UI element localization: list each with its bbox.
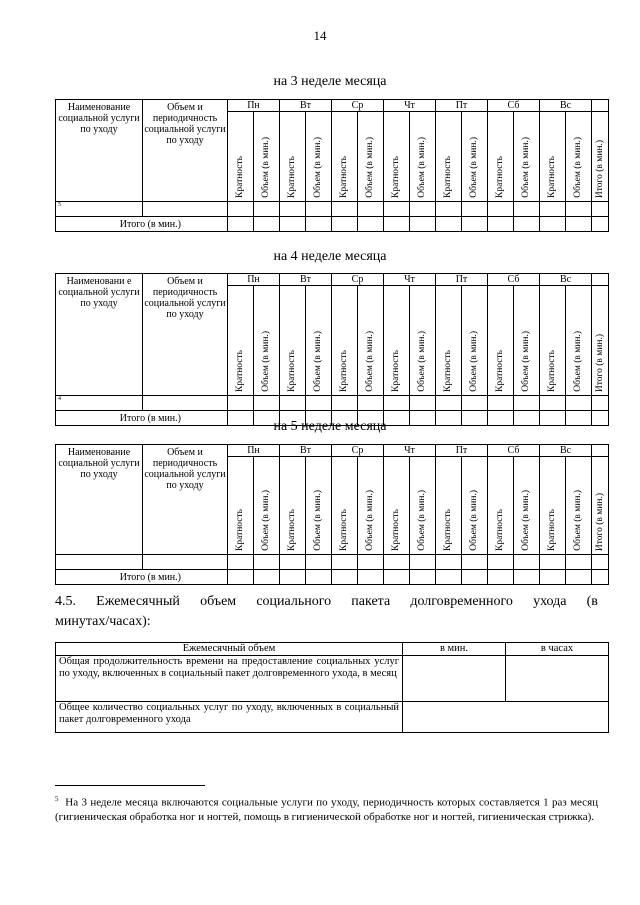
week-cell[interactable] [280,202,306,217]
week-total-cell[interactable] [592,217,609,232]
monthly-header-minutes: в мин. [403,643,506,656]
week-cell[interactable] [228,396,254,411]
day-header: Сб [488,274,540,286]
frequency-header: Кратность [332,286,358,396]
monthly-header-row [56,643,609,656]
week-cell[interactable] [384,555,410,570]
volume-min-header: Объем (в мин.) [514,457,540,555]
week-cell[interactable] [306,202,332,217]
week-cell[interactable] [462,202,488,217]
frequency-header: Кратность [488,112,514,202]
week-cell[interactable] [358,396,384,411]
day-header: Ср [332,445,384,457]
week-total-cell[interactable] [254,570,280,585]
week-cell[interactable] [540,555,566,570]
frequency-header: Кратность [540,286,566,396]
week-cell[interactable] [254,555,280,570]
day-header: Пт [436,274,488,286]
week-cell[interactable] [566,396,592,411]
monthly-row-count [56,702,609,733]
week-title: на 4 неделе месяца [273,249,387,264]
week-cell[interactable] [280,396,306,411]
section-word: социального [256,594,332,609]
week-total-cell[interactable] [436,570,462,585]
volume-min-header: Объем (в мин.) [306,457,332,555]
monthly-row-count-value[interactable] [403,702,609,733]
frequency-header: Кратность [436,457,462,555]
week-total-cell[interactable] [228,570,254,585]
total-min-header: Итого (в мин.) [592,286,609,396]
week-total-cell[interactable] [358,570,384,585]
day-header: Чт [384,100,436,112]
monthly-row-duration-hours[interactable] [506,656,609,702]
week-cell[interactable] [143,396,228,411]
day-header: Вт [280,445,332,457]
frequency-header: Кратность [540,457,566,555]
week-cell[interactable] [358,202,384,217]
week-cell[interactable] [228,202,254,217]
volume-header: Объем и периодичность социальной услуги по уходу [143,445,228,555]
week-cell[interactable] [410,555,436,570]
footnote-mark: 5 [55,795,59,803]
section-heading-line [55,592,598,612]
frequency-header: Кратность [436,286,462,396]
volume-min-header: Объем (в мин.) [462,112,488,202]
week-title: на 5 неделе месяца [273,419,387,434]
week-cell[interactable] [540,396,566,411]
volume-min-header: Объем (в мин.) [566,112,592,202]
footnote-rule [55,785,205,786]
day-header: Чт [384,274,436,286]
frequency-header: Кратность [384,112,410,202]
monthly-header-label: Ежемесячный объем [56,643,403,656]
week-cell[interactable] [566,555,592,570]
week-total-cell[interactable] [358,217,384,232]
service-name-header: Наименование социальной услуги по уходу [56,100,143,202]
volume-min-header: Объем (в мин.) [358,286,384,396]
week-cell[interactable] [462,396,488,411]
volume-min-header: Объем (в мин.) [410,112,436,202]
frequency-header: Кратность [280,112,306,202]
week-total-cell[interactable] [488,217,514,232]
day-header: Вс [540,100,592,112]
week-cell[interactable] [436,202,462,217]
week-cell[interactable] [462,555,488,570]
week-data-row [56,555,609,570]
section-word: (в [586,594,598,609]
volume-min-header: Объем (в мин.) [306,112,332,202]
day-header: Пн [228,100,280,112]
volume-min-header: Объем (в мин.) [462,457,488,555]
day-header: Чт [384,445,436,457]
footnote-ref: 4 [56,396,143,411]
section-4-5 [55,592,598,632]
total-header-top [592,274,609,286]
section-heading-line2: минутах/часах): [55,614,151,629]
monthly-volume-table [55,642,609,733]
week-total-cell[interactable] [514,217,540,232]
week-total-cell[interactable] [410,570,436,585]
week-cell[interactable] [143,202,228,217]
volume-min-header: Объем (в мин.) [358,112,384,202]
week-table [55,444,609,585]
week-cell[interactable] [488,396,514,411]
frequency-header: Кратность [332,112,358,202]
monthly-row-duration-label: Общая продолжительность времени на предоставление социальных услуг по уходу, включенных в социальный пакет долговременного ухода, в месяц [56,656,403,702]
week-total-cell[interactable] [254,217,280,232]
volume-min-header: Объем (в мин.) [410,286,436,396]
week-total-cell[interactable] [280,217,306,232]
week-total-row [56,217,609,232]
section-word: долговременного [410,594,513,609]
total-min-header: Итого (в мин.) [592,457,609,555]
day-header: Пт [436,100,488,112]
section-word: ухода [533,594,567,609]
week-cell[interactable] [254,396,280,411]
footnote-ref [56,555,143,570]
week-cell[interactable] [384,396,410,411]
service-name-header: Наименовани е социальной услуги по уходу [56,274,143,396]
week-cell[interactable] [514,396,540,411]
week-total-cell[interactable] [566,217,592,232]
week-total-cell[interactable] [228,217,254,232]
week-total-cell[interactable] [488,570,514,585]
week-cell[interactable] [592,202,609,217]
monthly-row-count-label: Общее количество социальных услуг по уходу, включенных в социальный пакет долговременного ухода [56,702,403,733]
total-min-header: Итого (в мин.) [592,112,609,202]
day-header: Ср [332,274,384,286]
total-header-top [592,100,609,112]
day-header: Вс [540,274,592,286]
week-cell[interactable] [410,202,436,217]
week-cell[interactable] [488,202,514,217]
volume-header: Объем и периодичность социальной услуги по уходу [143,100,228,202]
week-cell[interactable] [514,555,540,570]
volume-min-header: Объем (в мин.) [254,286,280,396]
week-total-cell[interactable] [592,570,609,585]
week-cell[interactable] [280,555,306,570]
day-header: Вт [280,274,332,286]
week-total-cell[interactable] [306,217,332,232]
monthly-row-duration [56,656,609,702]
frequency-header: Кратность [332,457,358,555]
volume-min-header: Объем (в мин.) [254,112,280,202]
monthly-row-duration-minutes[interactable] [403,656,506,702]
day-header: Вс [540,445,592,457]
week-header-row [56,274,609,286]
week-total-cell[interactable] [384,217,410,232]
week-data-row [56,202,609,217]
day-header: Пн [228,274,280,286]
week-header-row [56,100,609,112]
day-header: Вт [280,100,332,112]
volume-min-header: Объем (в мин.) [358,457,384,555]
week-total-cell[interactable] [514,570,540,585]
week-cell[interactable] [540,202,566,217]
week-cell[interactable] [254,202,280,217]
volume-min-header: Объем (в мин.) [462,286,488,396]
week-cell[interactable] [306,555,332,570]
day-header: Ср [332,100,384,112]
week-total-label: Итого (в мин.) [56,570,228,585]
week-title: на 3 неделе месяца [273,74,387,89]
week-table [55,273,609,426]
frequency-header: Кратность [384,286,410,396]
volume-min-header: Объем (в мин.) [514,286,540,396]
week-total-cell[interactable] [332,570,358,585]
frequency-header: Кратность [488,286,514,396]
week-cell[interactable] [384,202,410,217]
week-total-cell[interactable] [280,570,306,585]
section-word: Ежемесячный [96,594,180,609]
week-cell[interactable] [566,202,592,217]
day-header: Пн [228,445,280,457]
monthly-header-hours: в часах [506,643,609,656]
total-header-top [592,445,609,457]
frequency-header: Кратность [280,457,306,555]
week-total-cell[interactable] [462,217,488,232]
week-cell[interactable] [332,396,358,411]
day-header: Пт [436,445,488,457]
week-cell[interactable] [228,555,254,570]
week-cell[interactable] [306,396,332,411]
volume-min-header: Объем (в мин.) [566,457,592,555]
section-word: пакета [351,594,391,609]
volume-min-header: Объем (в мин.) [514,112,540,202]
week-cell[interactable] [436,555,462,570]
day-header: Сб [488,445,540,457]
service-name-header: Наименование социальной услуги по уходу [56,445,143,555]
frequency-header: Кратность [228,457,254,555]
frequency-header: Кратность [540,112,566,202]
volume-min-header: Объем (в мин.) [566,286,592,396]
page-number: 14 [313,28,327,43]
week-total-cell[interactable] [462,570,488,585]
week-cell[interactable] [410,396,436,411]
week-total-cell[interactable] [384,570,410,585]
section-number: 4.5. [55,594,76,609]
footnote-text: На 3 неделе месяца включаются социальные услуги по уходу, периодичность которых составляется 1 раз месяц (гигиеническая обработка ног и ногтей, помощь в гигиенической обработке ног и ногтей, гигиеническая стрижка). [55,796,599,823]
week-table [55,99,609,232]
frequency-header: Кратность [436,112,462,202]
week-total-label: Итого (в мин.) [56,217,228,232]
frequency-header: Кратность [280,286,306,396]
section-word: объем [200,594,237,609]
week-total-cell[interactable] [410,217,436,232]
volume-min-header: Объем (в мин.) [254,457,280,555]
volume-header: Объем и периодичность социальной услуги по уходу [143,274,228,396]
week-total-row [56,570,609,585]
week-cell[interactable] [332,555,358,570]
week-cell[interactable] [592,555,609,570]
frequency-header: Кратность [384,457,410,555]
week-cell[interactable] [592,396,609,411]
footnote-ref: 5 [56,202,143,217]
week-cell[interactable] [436,396,462,411]
week-total-label: Итого (в мин.) [56,411,228,426]
week-cell[interactable] [488,555,514,570]
week-cell[interactable] [143,555,228,570]
frequency-header: Кратность [488,457,514,555]
frequency-header: Кратность [228,286,254,396]
week-total-cell[interactable] [540,570,566,585]
volume-min-header: Объем (в мин.) [410,457,436,555]
week-total-cell[interactable] [332,217,358,232]
frequency-header: Кратность [228,112,254,202]
week-total-cell[interactable] [566,570,592,585]
week-cell[interactable] [358,555,384,570]
week-data-row [56,396,609,411]
week-cell[interactable] [514,202,540,217]
footnote [55,792,598,824]
day-header: Сб [488,100,540,112]
week-total-cell[interactable] [540,217,566,232]
week-header-row [56,445,609,457]
week-cell[interactable] [332,202,358,217]
week-total-cell[interactable] [436,217,462,232]
week-total-cell[interactable] [306,570,332,585]
volume-min-header: Объем (в мин.) [306,286,332,396]
